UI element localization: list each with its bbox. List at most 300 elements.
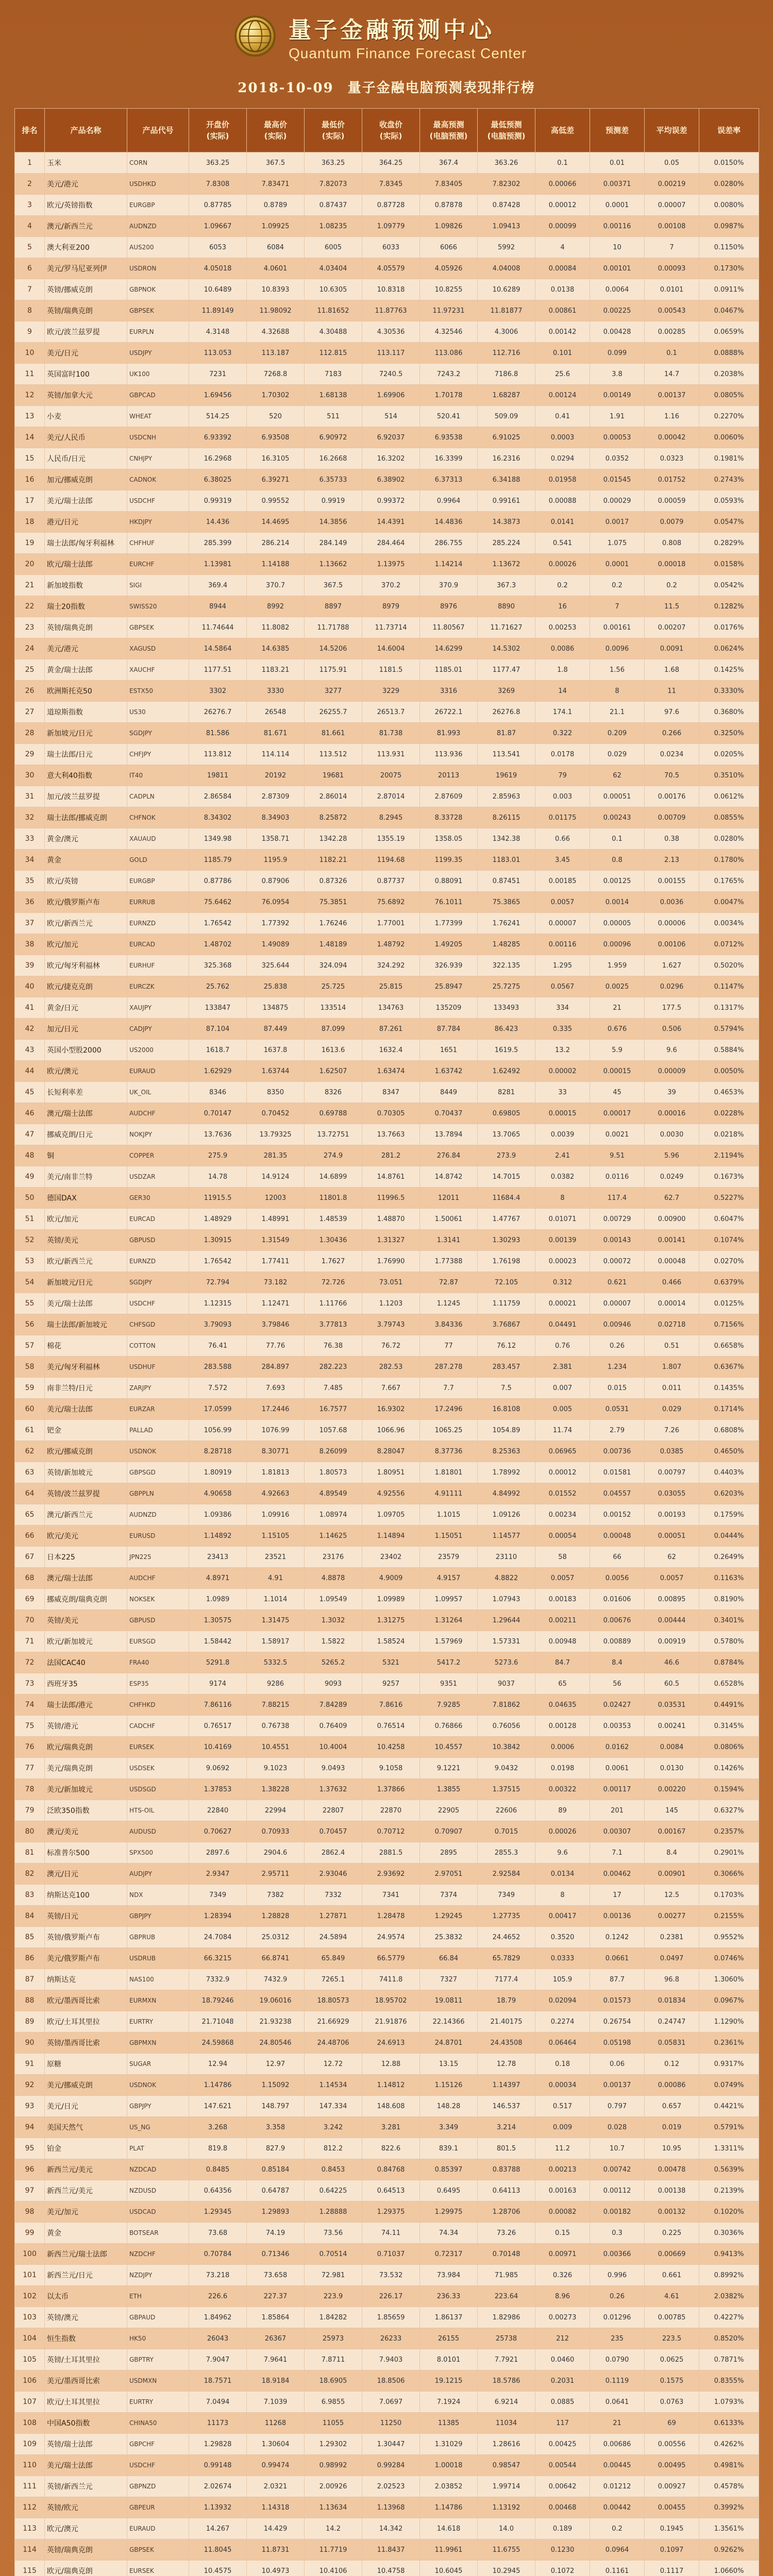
value-cell: 1.50061 bbox=[420, 1209, 478, 1230]
product-code-cell: GBPCAD bbox=[127, 385, 189, 406]
value-cell: 1.15105 bbox=[247, 1526, 305, 1547]
value-cell: 10 bbox=[590, 237, 645, 258]
value-cell: 11.80567 bbox=[420, 617, 478, 638]
product-name-cell: 纳斯达克 bbox=[45, 1969, 127, 1990]
value-cell: 11.71627 bbox=[478, 617, 535, 638]
value-cell: 0.0531 bbox=[590, 1399, 645, 1420]
value-cell: 8 bbox=[535, 1885, 590, 1906]
value-cell: 2.86584 bbox=[189, 786, 247, 807]
value-cell: 13.7636 bbox=[189, 1124, 247, 1145]
value-cell: 16.2668 bbox=[305, 448, 362, 469]
value-cell: 0.02094 bbox=[535, 1990, 590, 2011]
rank-cell: 74 bbox=[15, 1694, 45, 1716]
value-cell: 25.7275 bbox=[478, 976, 535, 997]
product-code-cell: USDHKD bbox=[127, 174, 189, 195]
value-cell: 7.693 bbox=[247, 1378, 305, 1399]
value-cell: 12.94 bbox=[189, 2054, 247, 2075]
value-cell: 4.92556 bbox=[362, 1483, 420, 1504]
value-cell: 89 bbox=[535, 1800, 590, 1821]
value-cell: 0.1945 bbox=[645, 2518, 699, 2539]
value-cell: 0.00117 bbox=[590, 1779, 645, 1800]
value-cell: 2.95711 bbox=[247, 1863, 305, 1885]
value-cell: 0.00468 bbox=[535, 2497, 590, 2518]
product-code-cell: EURSEK bbox=[127, 1737, 189, 1758]
value-cell: 7.9047 bbox=[189, 2349, 247, 2370]
product-code-cell: EURAUD bbox=[127, 1061, 189, 1082]
rank-cell: 114 bbox=[15, 2539, 45, 2561]
value-cell: 87.261 bbox=[362, 1019, 420, 1040]
value-cell: 1.959 bbox=[590, 955, 645, 976]
value-cell: 0.8784% bbox=[699, 1652, 759, 1673]
table-row bbox=[15, 934, 759, 955]
table-row bbox=[15, 2223, 759, 2244]
value-cell: 0.0021 bbox=[590, 1124, 645, 1145]
value-cell: 0.0352 bbox=[590, 448, 645, 469]
value-cell: 0.00155 bbox=[645, 871, 699, 892]
value-cell: 520.41 bbox=[420, 406, 478, 427]
column-header bbox=[45, 109, 127, 152]
table-row bbox=[15, 1293, 759, 1314]
value-cell: 1.48870 bbox=[362, 1209, 420, 1230]
value-cell: 8.2945 bbox=[362, 807, 420, 828]
value-cell: 0.00556 bbox=[645, 2434, 699, 2455]
product-name-cell: 美元/南非兰特 bbox=[45, 1166, 127, 1188]
rank-cell: 50 bbox=[15, 1188, 45, 1209]
product-name-cell: 新西兰元/瑞士法郎 bbox=[45, 2244, 127, 2265]
value-cell: 113.541 bbox=[478, 744, 535, 765]
value-cell: 3.242 bbox=[305, 2117, 362, 2138]
product-code-cell: WHEAT bbox=[127, 406, 189, 427]
rank-cell: 111 bbox=[15, 2476, 45, 2497]
product-name-cell: 钯金 bbox=[45, 1420, 127, 1441]
value-cell: 1.08974 bbox=[305, 1504, 362, 1526]
value-cell: 226.6 bbox=[189, 2286, 247, 2307]
product-code-cell: NZDJPY bbox=[127, 2265, 189, 2286]
value-cell: 21.66929 bbox=[305, 2011, 362, 2032]
value-cell: 0.00051 bbox=[645, 1526, 699, 1547]
product-code-cell: CNHJPY bbox=[127, 448, 189, 469]
value-cell: 6.9855 bbox=[305, 2392, 362, 2413]
value-cell: 96.8 bbox=[645, 1969, 699, 1990]
value-cell: 0.517 bbox=[535, 2096, 590, 2117]
product-name-cell: 美元/罗马尼亚列伊 bbox=[45, 258, 127, 279]
product-name-cell: 泛欧350指数 bbox=[45, 1800, 127, 1821]
product-code-cell: HK50 bbox=[127, 2328, 189, 2349]
product-code-cell: HTS-OIL bbox=[127, 1800, 189, 1821]
value-cell: 0.2270% bbox=[699, 406, 759, 427]
value-cell: 1.80951 bbox=[362, 1462, 420, 1483]
value-cell: 283.588 bbox=[189, 1357, 247, 1378]
value-cell: 0.01212 bbox=[590, 2476, 645, 2497]
value-cell: 5.96 bbox=[645, 1145, 699, 1166]
value-cell: 9.1221 bbox=[420, 1758, 478, 1779]
value-cell: 81.738 bbox=[362, 723, 420, 744]
rank-cell: 69 bbox=[15, 1589, 45, 1610]
value-cell: 14.342 bbox=[362, 2518, 420, 2539]
value-cell: 284.897 bbox=[247, 1357, 305, 1378]
value-cell: 0.00225 bbox=[590, 300, 645, 321]
value-cell: 7.1924 bbox=[420, 2392, 478, 2413]
product-code-cell: GBPTRY bbox=[127, 2349, 189, 2370]
value-cell: 0.4491% bbox=[699, 1694, 759, 1716]
value-cell: 58 bbox=[535, 1547, 590, 1568]
rank-cell: 15 bbox=[15, 448, 45, 469]
value-cell: 0.00642 bbox=[535, 2476, 590, 2497]
value-cell: 0.0567 bbox=[535, 976, 590, 997]
product-code-cell: AUS200 bbox=[127, 237, 189, 258]
product-name-cell: 恒生指数 bbox=[45, 2328, 127, 2349]
value-cell: 0.9919 bbox=[305, 490, 362, 512]
product-name-cell: 欧元/澳元 bbox=[45, 2518, 127, 2539]
value-cell: 0.2155% bbox=[699, 1906, 759, 1927]
value-cell: 1.09779 bbox=[362, 216, 420, 237]
value-cell: 0.03531 bbox=[645, 1694, 699, 1716]
value-cell: 0.70933 bbox=[247, 1821, 305, 1842]
value-cell: 1.49205 bbox=[420, 934, 478, 955]
product-name-cell: 欧洲斯托克50 bbox=[45, 681, 127, 702]
value-cell: 370.2 bbox=[362, 575, 420, 596]
value-cell: 11.98092 bbox=[247, 300, 305, 321]
value-cell: 24.48706 bbox=[305, 2032, 362, 2054]
value-cell: 76.41 bbox=[189, 1335, 247, 1357]
rank-cell: 68 bbox=[15, 1568, 45, 1589]
table-row bbox=[15, 1737, 759, 1758]
value-cell: 10.4575 bbox=[189, 2561, 247, 2576]
value-cell: 0.011 bbox=[645, 1378, 699, 1399]
forecast-ranking-table bbox=[14, 108, 759, 2576]
product-code-cell: CADPLN bbox=[127, 786, 189, 807]
value-cell: 10.6289 bbox=[478, 279, 535, 300]
value-cell: 113.931 bbox=[362, 744, 420, 765]
rank-cell: 83 bbox=[15, 1885, 45, 1906]
product-name-cell: 以太币 bbox=[45, 2286, 127, 2307]
value-cell: 6066 bbox=[420, 237, 478, 258]
value-cell: 0.1426% bbox=[699, 1758, 759, 1779]
value-cell: 1.28478 bbox=[362, 1906, 420, 1927]
value-cell: 0.00253 bbox=[535, 617, 590, 638]
value-cell: 1.09386 bbox=[189, 1504, 247, 1526]
value-cell: 0.4981% bbox=[699, 2455, 759, 2476]
value-cell: 1.09957 bbox=[420, 1589, 478, 1610]
value-cell: 0.0096 bbox=[590, 638, 645, 659]
value-cell: 1.1245 bbox=[420, 1293, 478, 1314]
product-code-cell: EURSGD bbox=[127, 1631, 189, 1652]
value-cell: 1.27871 bbox=[305, 1906, 362, 1927]
value-cell: 3302 bbox=[189, 681, 247, 702]
value-cell: 24.8701 bbox=[420, 2032, 478, 2054]
value-cell: 1.28706 bbox=[478, 2201, 535, 2223]
value-cell: 0.2829% bbox=[699, 533, 759, 554]
value-cell: 113.812 bbox=[189, 744, 247, 765]
value-cell: 6.92037 bbox=[362, 427, 420, 448]
value-cell: 87.099 bbox=[305, 1019, 362, 1040]
value-cell: 284.149 bbox=[305, 533, 362, 554]
value-cell: 12003 bbox=[247, 1188, 305, 1209]
rank-cell: 57 bbox=[15, 1335, 45, 1357]
value-cell: 0.4403% bbox=[699, 1462, 759, 1483]
product-code-cell: AUDCHF bbox=[127, 1103, 189, 1124]
value-cell: 0.8453 bbox=[305, 2159, 362, 2180]
table-header-row bbox=[15, 109, 759, 152]
value-cell: 4.30488 bbox=[305, 321, 362, 343]
value-cell: 0.0176% bbox=[699, 617, 759, 638]
product-name-cell: 瑞士法郎/新加坡元 bbox=[45, 1314, 127, 1335]
value-cell: 0.0967% bbox=[699, 1990, 759, 2011]
value-cell: 0.00428 bbox=[590, 321, 645, 343]
value-cell: 0.00137 bbox=[645, 385, 699, 406]
value-cell: 0.87906 bbox=[247, 871, 305, 892]
value-cell: 1.31275 bbox=[362, 1610, 420, 1631]
value-cell: 74.11 bbox=[362, 2223, 420, 2244]
value-cell: 1.77411 bbox=[247, 1251, 305, 1272]
value-cell: 8.0101 bbox=[420, 2349, 478, 2370]
value-cell: 10.4551 bbox=[247, 1737, 305, 1758]
value-cell: 0.99284 bbox=[362, 2455, 420, 2476]
value-cell: 69 bbox=[645, 2413, 699, 2434]
value-cell: 1065.25 bbox=[420, 1420, 478, 1441]
product-name-cell: 港元/日元 bbox=[45, 512, 127, 533]
rank-cell: 36 bbox=[15, 892, 45, 913]
value-cell: 0.76517 bbox=[189, 1716, 247, 1737]
product-code-cell: AUDNZD bbox=[127, 1504, 189, 1526]
value-cell: 1.48285 bbox=[478, 934, 535, 955]
table-row bbox=[15, 2539, 759, 2561]
product-name-cell: 黄金/瑞士法郎 bbox=[45, 659, 127, 681]
value-cell: 66.3215 bbox=[189, 1948, 247, 1969]
table-row bbox=[15, 1842, 759, 1863]
value-cell: 0.099 bbox=[590, 343, 645, 364]
value-cell: 1.1014 bbox=[247, 1589, 305, 1610]
value-cell: 0.00006 bbox=[645, 913, 699, 934]
value-cell: 1.09826 bbox=[420, 216, 478, 237]
value-cell: 0.00211 bbox=[535, 1610, 590, 1631]
value-cell: 1.807 bbox=[645, 1357, 699, 1378]
value-cell: 0.70147 bbox=[189, 1103, 247, 1124]
value-cell: 7 bbox=[590, 596, 645, 617]
value-cell: 12.78 bbox=[478, 2054, 535, 2075]
value-cell: 14.2 bbox=[305, 2518, 362, 2539]
value-cell: 11915.5 bbox=[189, 1188, 247, 1209]
value-cell: 0.15 bbox=[535, 2223, 590, 2244]
table-row bbox=[15, 1610, 759, 1631]
value-cell: 0.1147% bbox=[699, 976, 759, 997]
rank-cell: 20 bbox=[15, 554, 45, 575]
value-cell: 1.14786 bbox=[420, 2497, 478, 2518]
value-cell: 0.0061 bbox=[590, 1758, 645, 1779]
column-header-unit: (实际) bbox=[379, 131, 402, 141]
value-cell: 0.01581 bbox=[590, 1462, 645, 1483]
value-cell: 76.1011 bbox=[420, 892, 478, 913]
value-cell: 0.02718 bbox=[645, 1314, 699, 1335]
value-cell: 1.28616 bbox=[478, 2434, 535, 2455]
product-name-cell: 英镑/瑞典克朗 bbox=[45, 300, 127, 321]
value-cell: 8 bbox=[535, 1188, 590, 1209]
rank-cell: 75 bbox=[15, 1716, 45, 1737]
value-cell: 6.93538 bbox=[420, 427, 478, 448]
value-cell: 0.00495 bbox=[645, 2455, 699, 2476]
value-cell: 26548 bbox=[247, 702, 305, 723]
value-cell: 7.26 bbox=[645, 1420, 699, 1441]
value-cell: 3277 bbox=[305, 681, 362, 702]
value-cell: 0.5884% bbox=[699, 1040, 759, 1061]
value-cell: 14.5302 bbox=[478, 638, 535, 659]
value-cell: 0.00307 bbox=[590, 1821, 645, 1842]
product-code-cell: NZDUSD bbox=[127, 2180, 189, 2201]
product-name-cell: 英镑/加拿大元 bbox=[45, 385, 127, 406]
product-name-cell: 英镑/瑞士法郎 bbox=[45, 2434, 127, 2455]
value-cell: 2.03852 bbox=[420, 2476, 478, 2497]
value-cell: 11.8082 bbox=[247, 617, 305, 638]
value-cell: 0.0017 bbox=[590, 512, 645, 533]
value-cell: 74.19 bbox=[247, 2223, 305, 2244]
value-cell: 73.218 bbox=[189, 2265, 247, 2286]
product-name-cell: 英镑/港元 bbox=[45, 1716, 127, 1737]
value-cell: 8979 bbox=[362, 596, 420, 617]
value-cell: 0.312 bbox=[535, 1272, 590, 1293]
table-row bbox=[15, 1821, 759, 1842]
value-cell: 23110 bbox=[478, 1547, 535, 1568]
value-cell: 0.00014 bbox=[645, 1293, 699, 1314]
column-header-label: 开盘价 bbox=[206, 120, 229, 129]
table-row bbox=[15, 1272, 759, 1293]
value-cell: 1177.51 bbox=[189, 659, 247, 681]
value-cell: 0.8789 bbox=[247, 195, 305, 216]
value-cell: 7.81862 bbox=[478, 1694, 535, 1716]
value-cell: 0.00462 bbox=[590, 1863, 645, 1885]
value-cell: 0.466 bbox=[645, 1272, 699, 1293]
rank-cell: 40 bbox=[15, 976, 45, 997]
value-cell: 12.97 bbox=[247, 2054, 305, 2075]
value-cell: 18.8506 bbox=[362, 2370, 420, 2392]
value-cell: 1349.98 bbox=[189, 828, 247, 850]
value-cell: 2897.6 bbox=[189, 1842, 247, 1863]
value-cell: 0.26754 bbox=[590, 2011, 645, 2032]
value-cell: 0.00478 bbox=[645, 2159, 699, 2180]
value-cell: 3.8 bbox=[590, 364, 645, 385]
value-cell: 16 bbox=[535, 596, 590, 617]
value-cell: 0.00176 bbox=[645, 786, 699, 807]
value-cell: 11801.8 bbox=[305, 1188, 362, 1209]
value-cell: 13.72751 bbox=[305, 1124, 362, 1145]
value-cell: 1.09916 bbox=[247, 1504, 305, 1526]
value-cell: 24.4652 bbox=[478, 1927, 535, 1948]
value-cell: 23521 bbox=[247, 1547, 305, 1568]
value-cell: 1.295 bbox=[535, 955, 590, 976]
value-cell: 7332 bbox=[305, 1885, 362, 1906]
brand-title-english: Quantum Finance Forecast Center bbox=[289, 45, 527, 61]
value-cell: 0.00116 bbox=[590, 216, 645, 237]
value-cell: 3.45 bbox=[535, 850, 590, 871]
table-row bbox=[15, 2265, 759, 2286]
value-cell: 8.96 bbox=[535, 2286, 590, 2307]
value-cell: 1.09667 bbox=[189, 216, 247, 237]
value-cell: 0.0234 bbox=[645, 744, 699, 765]
value-cell: 0.8355% bbox=[699, 2370, 759, 2392]
product-code-cell: AUDJPY bbox=[127, 1863, 189, 1885]
value-cell: 2.87609 bbox=[420, 786, 478, 807]
value-cell: 0.4227% bbox=[699, 2307, 759, 2328]
rank-cell: 32 bbox=[15, 807, 45, 828]
value-cell: 1.14397 bbox=[478, 2075, 535, 2096]
product-name-cell: 美元/瑞士法郎 bbox=[45, 1293, 127, 1314]
table-row bbox=[15, 1483, 759, 1504]
value-cell: 16.8108 bbox=[478, 1399, 535, 1420]
value-cell: 0.0079 bbox=[645, 512, 699, 533]
value-cell: 367.5 bbox=[305, 575, 362, 596]
value-cell: 0.029 bbox=[645, 1399, 699, 1420]
value-cell: 26367 bbox=[247, 2328, 305, 2349]
value-cell: 25738 bbox=[478, 2328, 535, 2349]
value-cell: 1.68 bbox=[645, 659, 699, 681]
value-cell: 1.3561% bbox=[699, 2518, 759, 2539]
value-cell: 0.8485 bbox=[189, 2159, 247, 2180]
table-row bbox=[15, 1420, 759, 1441]
value-cell: 0.00108 bbox=[645, 216, 699, 237]
value-cell: 0.9413% bbox=[699, 2244, 759, 2265]
value-cell: 0.1435% bbox=[699, 1378, 759, 1399]
value-cell: 0.0003 bbox=[535, 427, 590, 448]
value-cell: 22994 bbox=[247, 1800, 305, 1821]
value-cell: 135209 bbox=[420, 997, 478, 1019]
product-code-cell: EURNZD bbox=[127, 913, 189, 934]
value-cell: 1.30293 bbox=[478, 1230, 535, 1251]
value-cell: 0.1282% bbox=[699, 596, 759, 617]
value-cell: 1.30604 bbox=[247, 2434, 305, 2455]
product-name-cell: 中国A50指数 bbox=[45, 2413, 127, 2434]
value-cell: 1.14577 bbox=[478, 1526, 535, 1547]
table-row bbox=[15, 786, 759, 807]
value-cell: 8.37736 bbox=[420, 1441, 478, 1462]
value-cell: 117.4 bbox=[590, 1188, 645, 1209]
value-cell: 1355.19 bbox=[362, 828, 420, 850]
rank-cell: 4 bbox=[15, 216, 45, 237]
table-row bbox=[15, 1040, 759, 1061]
value-cell: 11.81652 bbox=[305, 300, 362, 321]
table-row bbox=[15, 2096, 759, 2117]
value-cell: 0.00005 bbox=[590, 913, 645, 934]
product-name-cell: 英国小型股2000 bbox=[45, 1040, 127, 1061]
table-row bbox=[15, 575, 759, 596]
value-cell: 112.716 bbox=[478, 343, 535, 364]
value-cell: 1.37866 bbox=[362, 1779, 420, 1800]
product-code-cell: NZDCAD bbox=[127, 2159, 189, 2180]
value-cell: 1.13981 bbox=[189, 554, 247, 575]
table-row bbox=[15, 2434, 759, 2455]
value-cell: 24.5894 bbox=[305, 1927, 362, 1948]
table-row bbox=[15, 976, 759, 997]
column-header-unit: (电脑预测) bbox=[429, 131, 468, 141]
value-cell: 17.2496 bbox=[420, 1399, 478, 1420]
value-cell: 1.29345 bbox=[189, 2201, 247, 2223]
product-name-cell: 美元/人民币 bbox=[45, 427, 127, 448]
rank-cell: 79 bbox=[15, 1800, 45, 1821]
value-cell: 14.6385 bbox=[247, 638, 305, 659]
value-cell: 5.9 bbox=[590, 1040, 645, 1061]
value-cell: 7374 bbox=[420, 1885, 478, 1906]
value-cell: 81.993 bbox=[420, 723, 478, 744]
value-cell: 1185.79 bbox=[189, 850, 247, 871]
value-cell: 0.2 bbox=[645, 575, 699, 596]
value-cell: 0.3250% bbox=[699, 723, 759, 744]
product-code-cell: US2000 bbox=[127, 1040, 189, 1061]
product-code-cell: HKDJPY bbox=[127, 512, 189, 533]
value-cell: 14.0 bbox=[478, 2518, 535, 2539]
value-cell: 16.9302 bbox=[362, 1399, 420, 1420]
value-cell: 0.04635 bbox=[535, 1694, 590, 1716]
value-cell: 0.06 bbox=[590, 2054, 645, 2075]
value-cell: 0.00900 bbox=[645, 1209, 699, 1230]
value-cell: 4.9009 bbox=[362, 1568, 420, 1589]
